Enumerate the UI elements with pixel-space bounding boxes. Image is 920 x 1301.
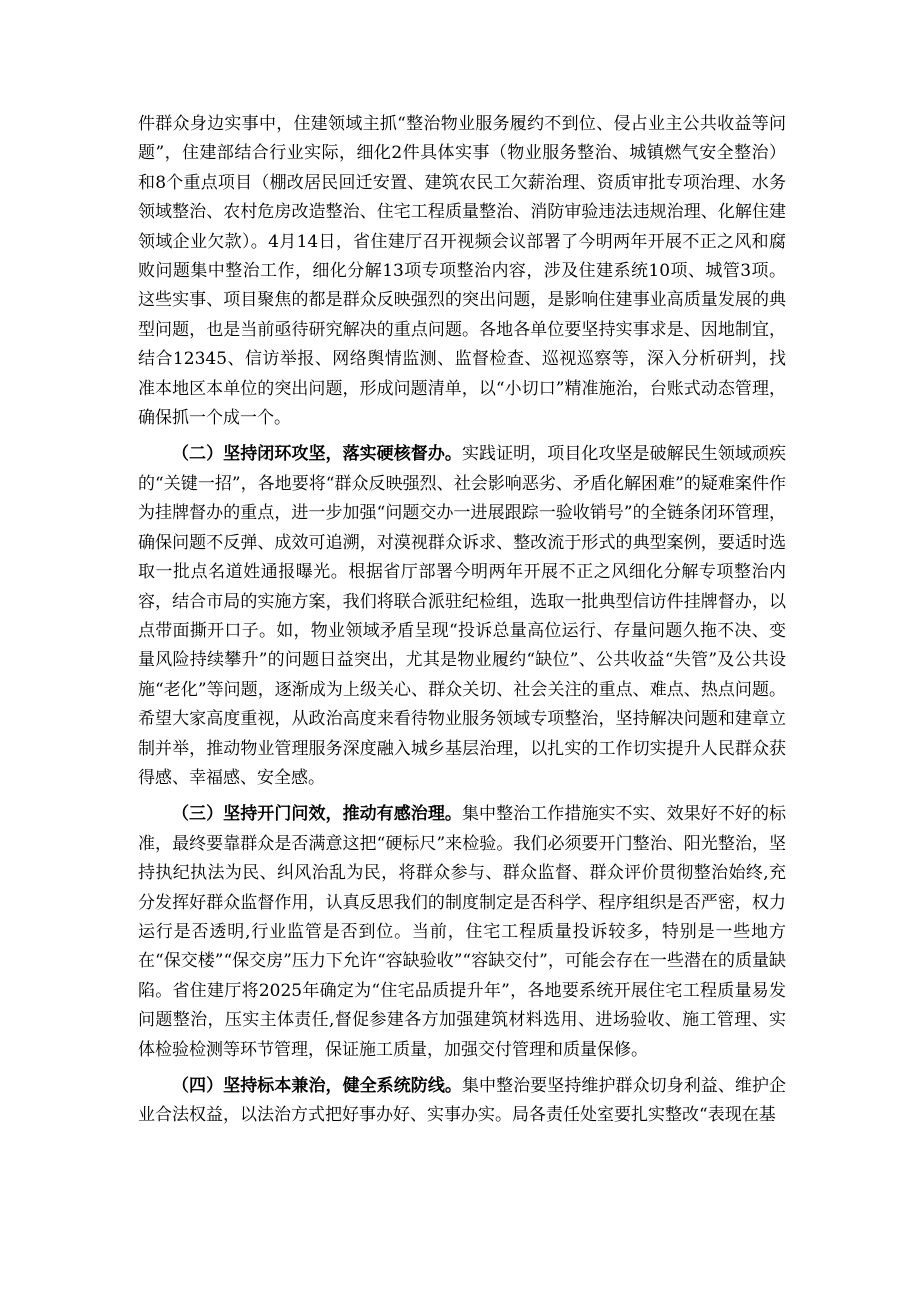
paragraph-text: 实践证明，项目化攻坚是破解民生领域顽疾的“关键一招”，各地要将“群众反映强烈、社会影响恶劣、矛盾化解困难”的疑难案件作为挂牌督办的重点，进一步加强“问题交办一进展跟踪一验收销号”的全链条闭环管理，确保问题不反弹、成效可追溯，对漠视群众诉求、整改流于形式的典型案例，要适时选取一批点名道姓通报曝光。根据省厅部署今明两年开展不正之风细化分解专项整治内容，结合市局的实施方案，我们将联合派驻纪检组，选取一批典型信访件挂牌督办，以点带面撕开口子。如，物业领域矛盾呈现“投诉总量高位运行、存量问题久拖不决、变量风险持续攀升”的问题日益突出，尤其是物业履约“缺位”、公共收益“失管”及公共设施“老化”等问题，逐渐成为上级关心、群众关切、社会关注的重点、难点、热点问题。希望大家高度重视，从政治高度来看待物业服务领域专项整治，坚持解决问题和建章立制并举，推动物业管理服务深度融入城乡基层治理，以扎实的工作切实提升人民群众获得感、幸福感、安全感。 <box>138 444 787 788</box>
paragraph-text: 集中整治要坚持维护群众切身利益、维护企业合法权益，以法治方式把好事办好、实事办实。局各责任处室要扎实整改“表现在基 <box>138 1076 787 1126</box>
paragraph-root-cause <box>138 1072 786 1131</box>
paragraph-continuation <box>138 110 786 433</box>
section-heading-3: （三）坚持开门问效，推动有感治理。 <box>172 804 462 825</box>
section-heading-2: （二）坚持闭环攻坚，落实硬核督办。 <box>172 444 462 465</box>
paragraph-text: 集中整治工作措施实不实、效果好不好的标准，最终要靠群众是否满意这把“硬标尺”来检验。我们必须要开门整治、阳光整治，坚持执纪执法为民、纠风治乱为民，将群众参与、群众监督、群众评价贯彻整治始终,充分发挥好群众监督作用，认真反思我们的制度制定是否科学、程序组织是否严密，权力运行是否透明,行业监管是否到位。当前，住宅工程质量投诉较多，特别是一些地方在“保交楼”“保交房”压力下允许“容缺验收”“容缺交付”，可能会存在一些潜在的质量缺陷。省住建厅将2025年确定为“住宅品质提升年”，各地要系统开展住宅工程质量易发问题整治，压实主体责任,督促参建各方加强建筑材料选用、进场验收、施工管理、实体检验检测等环节管理，保证施工质量，加强交付管理和质量保修。 <box>138 804 787 1060</box>
document-page <box>138 110 786 1138</box>
paragraph-text: 件群众身边实事中，住建领域主抓“整治物业服务履约不到位、侵占业主公共收益等问题”，住建部结合行业实际，细化2件具体实事（物业服务整治、城镇燃气安全整治）和8个重点项目（棚改居民回迁安置、建筑农民工欠薪治理、资质审批专项治理、水务领域整治、农村危房改造整治、住宅工程质量整治、消防审验违法违规治理、化解住建领域企业欠款）。4月14日，省住建厅召开视频会议部署了今明两年开展不正之风和腐败问题集中整治工作，细化分解13项专项整治内容，涉及住建系统10项、城管3项。这些实事、项目聚焦的都是群众反映强烈的突出问题，是影响住建事业高质量发展的典型问题，也是当前亟待研究解决的重点问题。各地各单位要坚持实事求是、因地制宜，结合12345、信访举报、网络舆情监测、监督检查、巡视巡察等，深入分析研判，找准本地区本单位的突出问题，形成问题清单，以“小切口”精准施治，台账式动态管理，确保抓一个成一个。 <box>138 114 786 429</box>
section-heading-4: （四）坚持标本兼治，健全系统防线。 <box>172 1076 462 1096</box>
paragraph-open-door <box>138 800 786 1065</box>
paragraph-closed-loop <box>138 440 786 793</box>
